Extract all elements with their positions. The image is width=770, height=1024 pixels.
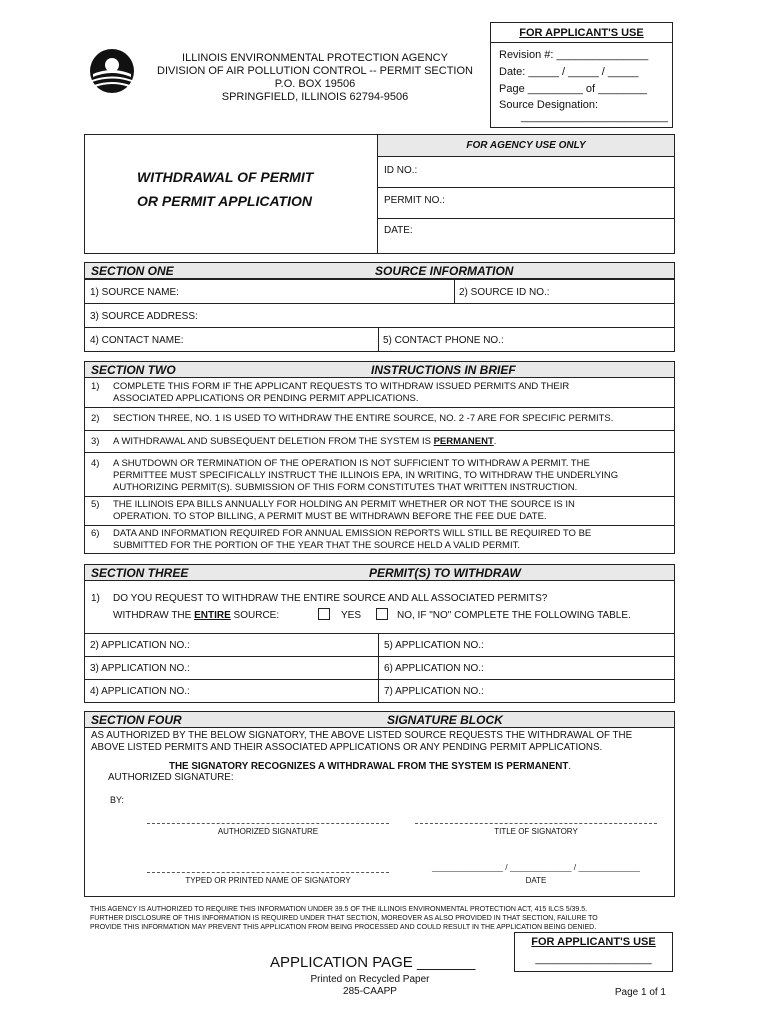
footer-applicant-title: FOR APPLICANT'S USE xyxy=(531,936,656,948)
instr-6-num: 6) xyxy=(91,528,100,539)
agency-line2: DIVISION OF AIR POLLUTION CONTROL -- PERMIT SECTION xyxy=(157,65,473,77)
legal-line2: FURTHER DISCLOSURE OF THIS INFORMATION IS REQUIRED UNDER THAT SECTION, MOREOVER AS ALSO PROVIDED IN THAT SECTION, FAILURE TO xyxy=(90,915,598,922)
instr-3-line1: A WITHDRAWAL AND SUBSEQUENT DELETION FROM THE SYSTEM IS PERMANENT. xyxy=(113,436,497,447)
agency-permit-field[interactable]: PERMIT NO.: xyxy=(384,195,445,206)
section-four-title: SIGNATURE BLOCK xyxy=(387,713,503,727)
date-field[interactable]: Date: _____ / _____ / _____ xyxy=(499,66,639,78)
instr-6-line1: DATA AND INFORMATION REQUIRED FOR ANNUAL EMISSION REPORTS WILL STILL BE REQUIRED TO BE xyxy=(113,528,592,539)
instr-4-line1: A SHUTDOWN OR TERMINATION OF THE OPERATION IS NOT SUFFICIENT TO WITHDRAW A PERMIT. THE xyxy=(113,458,590,469)
section-three-header xyxy=(84,564,675,581)
instr-1-line2: ASSOCIATED APPLICATIONS OR PENDING PERMIT APPLICATIONS. xyxy=(113,393,419,404)
page-indicator: Page 1 of 1 xyxy=(614,987,666,998)
no-checkbox[interactable] xyxy=(376,608,388,620)
sig-para-line2: ABOVE LISTED PERMITS AND THEIR ASSOCIATED APPLICATIONS OR ANY PENDING PERMIT APPLICATIONS. xyxy=(91,742,603,753)
instr-2-num: 2) xyxy=(91,413,100,424)
date-signed-line[interactable]: _______________ / _____________ / _____________ xyxy=(432,862,640,872)
instr-2-line1: SECTION THREE, NO. 1 IS USED TO WITHDRAW THE ENTIRE SOURCE, NO. 2 -7 ARE FOR SPECIFIC PERMITS. xyxy=(113,413,614,424)
source-row-1 xyxy=(84,279,675,304)
app-no-2-field[interactable]: 2) APPLICATION NO.: xyxy=(90,640,190,651)
authorized-signature-caption: AUTHORIZED SIGNATURE xyxy=(217,827,319,836)
section-one-header xyxy=(84,262,675,279)
legal-line1: THIS AGENCY IS AUTHORIZED TO REQUIRE THIS INFORMATION UNDER 39.5 OF THE ILLINOIS ENVIRONMENTAL PROTECTION ACT, 415 ILCS 5/39.5. xyxy=(90,906,588,913)
source-designation-field[interactable]: ________________________ xyxy=(521,111,668,123)
app-no-5-field[interactable]: 5) APPLICATION NO.: xyxy=(384,640,484,651)
illinois-epa-logo xyxy=(89,48,135,94)
instructions-box xyxy=(84,377,675,554)
form-number: 285-CAAPP xyxy=(343,986,397,997)
authorized-signature-line[interactable] xyxy=(147,823,389,824)
yes-label: YES xyxy=(341,610,362,621)
footer-applicant-field[interactable]: ___________________ xyxy=(535,953,652,965)
instr-1-num: 1) xyxy=(91,381,100,392)
legal-line3: PROVIDE THIS INFORMATION MAY PREVENT THIS APPLICATION FROM BEING PROCESSED AND COULD RESULT IN THE APPLICATION BEING DENIED. xyxy=(90,924,597,931)
revision-field[interactable]: Revision #: _______________ xyxy=(499,49,649,61)
source-designation-label: Source Designation: xyxy=(499,99,599,111)
contact-phone-field[interactable]: 5) CONTACT PHONE NO.: xyxy=(383,335,504,346)
withdraw-question-box xyxy=(84,580,675,634)
printed-name-caption: TYPED OR PRINTED NAME OF SIGNATORY xyxy=(185,876,351,885)
app-row-1 xyxy=(84,633,675,657)
sig-para-line1: AS AUTHORIZED BY THE BELOW SIGNATORY, THE ABOVE LISTED SOURCE REQUESTS THE WITHDRAWAL OF THE xyxy=(91,730,633,741)
section-three-title: PERMIT(S) TO WITHDRAW xyxy=(369,566,521,580)
instr-1-line1: COMPLETE THIS FORM IF THE APPLICANT REQUESTS TO WITHDRAW ISSUED PERMITS AND THEIR xyxy=(113,381,570,392)
app-no-3-field[interactable]: 3) APPLICATION NO.: xyxy=(90,663,190,674)
app-row-2 xyxy=(84,656,675,680)
applicant-use-title: FOR APPLICANT'S USE xyxy=(519,27,644,39)
source-row-3 xyxy=(84,327,675,352)
instr-5-line2: OPERATION. TO STOP BILLING, A PERMIT MUST BE WITHDRAWN BEFORE THE FEE DUE DATE. xyxy=(113,511,547,522)
q1-text: DO YOU REQUEST TO WITHDRAW THE ENTIRE SOURCE AND ALL ASSOCIATED PERMITS? xyxy=(113,593,548,604)
applicant-use-box xyxy=(490,22,673,128)
date-signed-caption: DATE xyxy=(525,876,547,885)
contact-name-field[interactable]: 4) CONTACT NAME: xyxy=(90,335,184,346)
app-row-3 xyxy=(84,679,675,703)
permanent-notice: THE SIGNATORY RECOGNIZES A WITHDRAWAL FROM THE SYSTEM IS PERMANENT. xyxy=(169,761,572,772)
instr-5-num: 5) xyxy=(91,499,100,510)
instr-5-line1: THE ILLINOIS EPA BILLS ANNUALLY FOR HOLDING AN PERMIT WHETHER OR NOT THE SOURCE IS IN xyxy=(113,499,575,510)
yes-checkbox[interactable] xyxy=(318,608,330,620)
permanent-emphasis: PERMANENT xyxy=(433,436,494,447)
section-one-label: SECTION ONE xyxy=(91,264,174,278)
agency-date-field[interactable]: DATE: xyxy=(384,225,413,236)
source-row-2 xyxy=(84,303,675,328)
withdraw-entire-label: WITHDRAW THE ENTIRE SOURCE: xyxy=(113,610,280,621)
signature-block xyxy=(84,727,675,897)
source-id-field[interactable]: 2) SOURCE ID NO.: xyxy=(459,287,550,298)
title-block xyxy=(84,134,675,254)
no-label: NO, IF "NO" COMPLETE THE FOLLOWING TABLE. xyxy=(397,610,631,621)
agency-use-title: FOR AGENCY USE ONLY xyxy=(466,140,586,151)
legal-notice xyxy=(90,905,670,932)
app-no-6-field[interactable]: 6) APPLICATION NO.: xyxy=(384,663,484,674)
form-title-line1: WITHDRAWAL OF PERMIT xyxy=(137,169,314,185)
app-no-7-field[interactable]: 7) APPLICATION NO.: xyxy=(384,686,484,697)
section-two-label: SECTION TWO xyxy=(91,363,176,377)
source-address-field[interactable]: 3) SOURCE ADDRESS: xyxy=(90,311,198,322)
title-of-signatory-line[interactable] xyxy=(415,823,657,824)
page-field[interactable]: Page _________ of ________ xyxy=(499,83,648,95)
instr-4-num: 4) xyxy=(91,458,100,469)
instr-4-line2: PERMITTEE MUST SPECIFICALLY INSTRUCT THE ILLINOIS EPA, IN WRITING, TO WITHDRAW THE UNDERLYING xyxy=(113,470,619,481)
instr-3-num: 3) xyxy=(91,436,100,447)
footer-applicant-box xyxy=(514,932,673,972)
instr-4-line3: AUTHORIZING PERMIT(S). SUBMISSION OF THIS FORM CONSTITUTES THAT WRITTEN INSTRUCTION. xyxy=(113,482,578,493)
app-no-4-field[interactable]: 4) APPLICATION NO.: xyxy=(90,686,190,697)
application-page-label: APPLICATION PAGE _______ xyxy=(270,954,476,971)
recycled-paper-note: Printed on Recycled Paper xyxy=(310,974,430,985)
title-of-signatory-caption: TITLE OF SIGNATORY xyxy=(494,827,578,836)
form-title-line2: OR PERMIT APPLICATION xyxy=(137,193,312,209)
instr-6-line2: SUBMITTED FOR THE PORTION OF THE YEAR THAT THE SOURCE HELD A VALID PERMIT. xyxy=(113,540,520,551)
agency-line4: SPRINGFIELD, ILLINOIS 62794-9506 xyxy=(221,91,409,103)
section-four-header xyxy=(84,711,675,728)
agency-line3: P.O. BOX 19506 xyxy=(274,78,356,90)
agency-line1: ILLINOIS ENVIRONMENTAL PROTECTION AGENCY xyxy=(182,52,448,64)
section-four-label: SECTION FOUR xyxy=(91,713,182,727)
printed-name-line[interactable] xyxy=(147,872,389,873)
agency-header xyxy=(140,52,490,104)
q1-num: 1) xyxy=(91,593,100,604)
section-two-title: INSTRUCTIONS IN BRIEF xyxy=(371,363,516,377)
section-one-title: SOURCE INFORMATION xyxy=(375,264,514,278)
by-label: BY: xyxy=(110,795,125,805)
source-name-field[interactable]: 1) SOURCE NAME: xyxy=(90,287,179,298)
agency-id-field[interactable]: ID NO.: xyxy=(384,165,418,176)
section-two-header xyxy=(84,361,675,378)
section-three-label: SECTION THREE xyxy=(91,566,189,580)
authorized-signature-label: AUTHORIZED SIGNATURE: xyxy=(108,772,234,783)
